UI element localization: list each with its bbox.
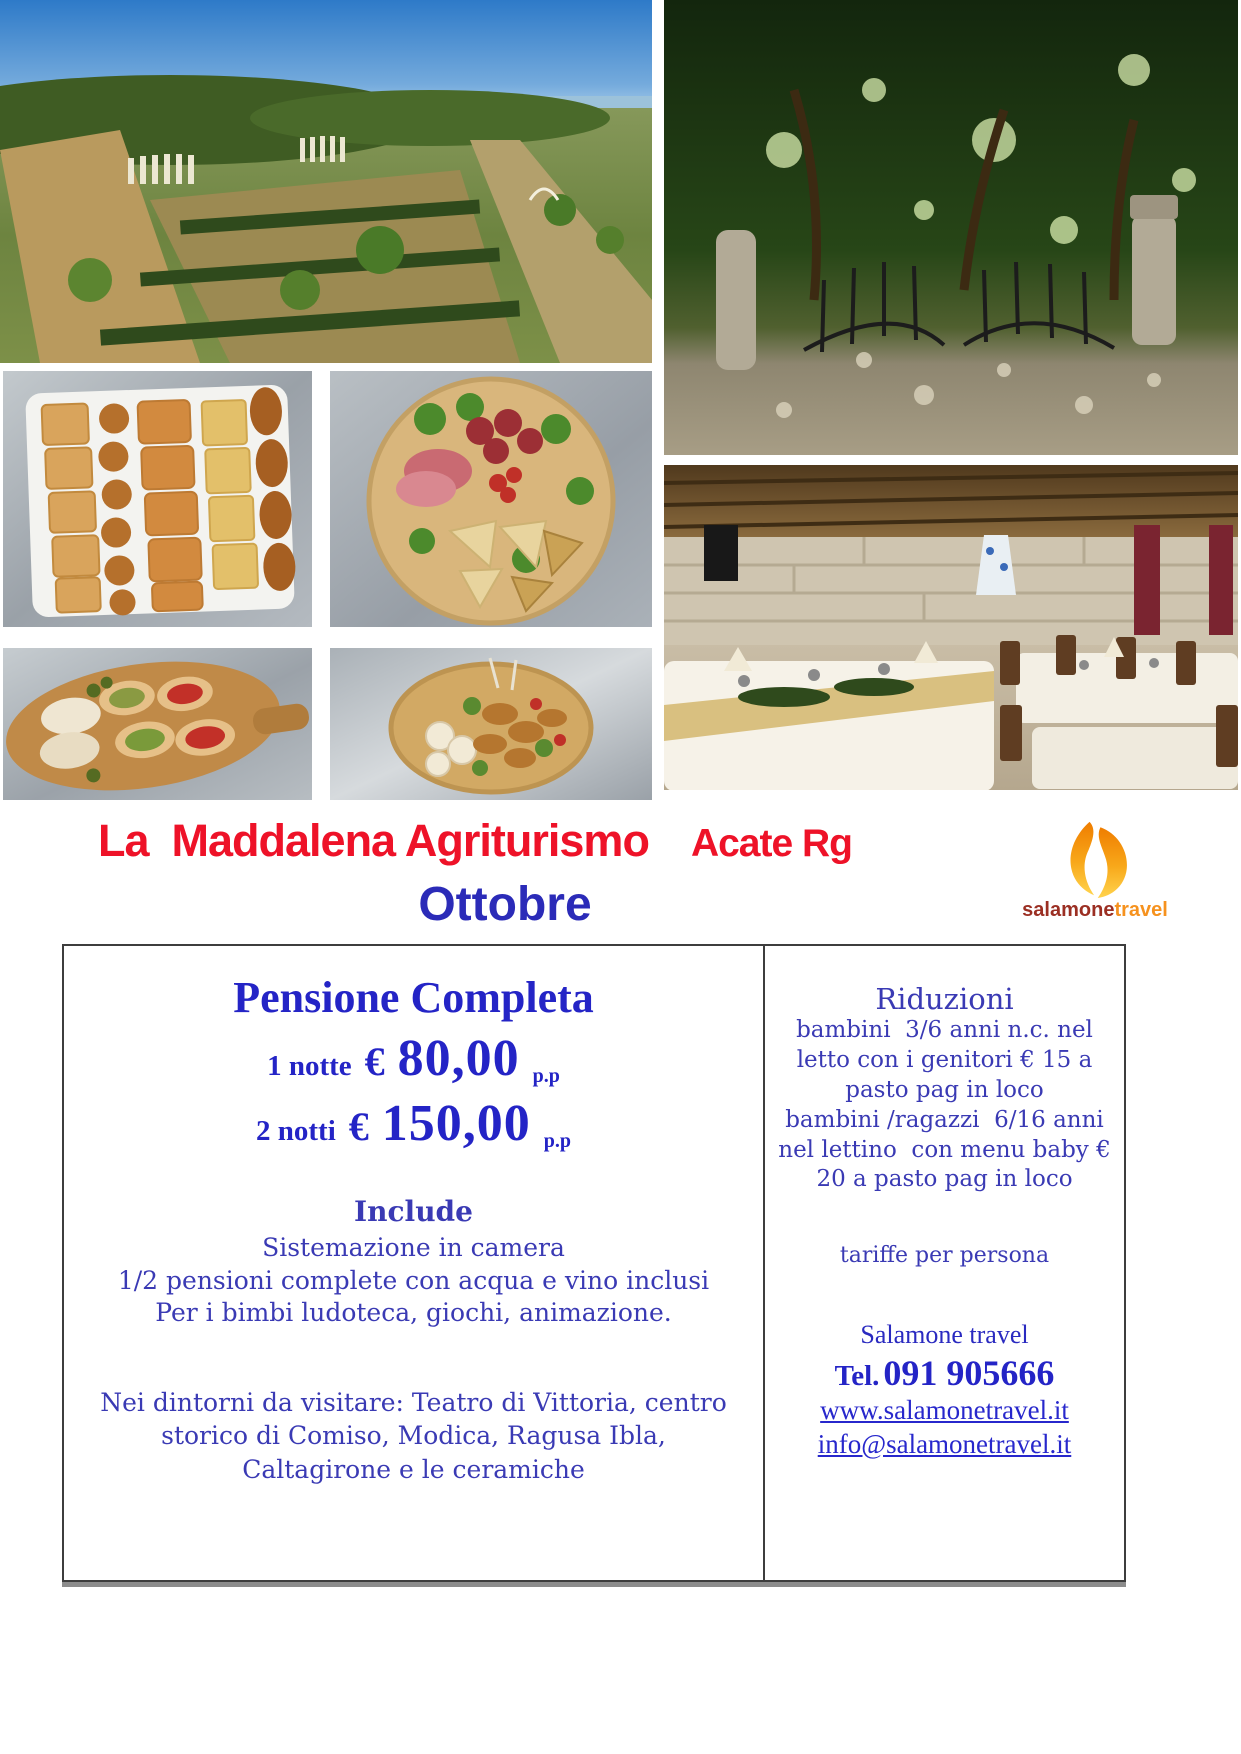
include-heading: Include [354, 1195, 473, 1228]
rate-suffix: p.p [532, 1065, 560, 1087]
brand-logo-icon [1049, 820, 1141, 898]
pricing-heading: Pensione Completa [233, 973, 594, 1022]
photo-bruschetta-board [3, 648, 312, 800]
euro-symbol: € [364, 1039, 385, 1084]
rate-line-1-night [64, 1029, 763, 1088]
per-person-note: tariffe per persona [839, 1243, 1050, 1269]
phone-label: Tel. [834, 1360, 880, 1393]
photo-platter-art [330, 648, 652, 800]
agency-name: Salamone travel [860, 1320, 1029, 1350]
pricing-column [64, 946, 763, 1580]
email-link[interactable]: info@salamonetravel.it [817, 1429, 1072, 1460]
month-subtitle: Ottobre [418, 878, 592, 931]
rate-prefix: 1 notte [267, 1050, 352, 1082]
photo-fried-platter [330, 648, 652, 800]
page-title-location: Acate Rg [690, 822, 852, 865]
photo-banquet-hall [664, 465, 1238, 790]
include-line: 1/2 pensioni complete con acqua e vino inclusi [117, 1265, 710, 1295]
phone-line [777, 1352, 1112, 1394]
photo-antipasti-tray [3, 371, 312, 627]
photo-garden-path [664, 0, 1238, 455]
euro-symbol: € [348, 1104, 369, 1149]
reductions-column [763, 946, 1124, 1580]
brand-logo [1015, 820, 1175, 920]
reduction-line: bambini /ragazzi 6/16 anni nel lettino con menu baby € 20 a pasto pag in loco [778, 1106, 1119, 1193]
include-line: Per i bimbi ludoteca, giochi, animazione. [155, 1298, 672, 1327]
phone-number: 091 905666 [883, 1353, 1055, 1394]
photo-banquet-art [664, 465, 1238, 790]
photo-garden-art [664, 0, 1238, 455]
photo-bruschetta-art [3, 648, 312, 800]
rate-amount: 150,00 [381, 1095, 531, 1152]
rate-suffix: p.p [543, 1130, 571, 1152]
brand-name-first: salamone [1022, 899, 1115, 921]
photo-aerial-estate [0, 0, 652, 363]
rate-amount: 80,00 [397, 1030, 520, 1087]
photo-coldcuts-art [330, 371, 652, 627]
pricing-box [62, 944, 1126, 1582]
reductions-heading: Riduzioni [875, 982, 1014, 1016]
title-row [98, 815, 978, 867]
brand-name-second: travel [1114, 899, 1168, 921]
brand-logo-text [1015, 900, 1175, 920]
surroundings-note: Nei dintorni da visitare: Teatro di Vittoria, centro storico di Comiso, Modica, Ragusa Ibla, Caltagirone e le ceramiche [100, 1387, 727, 1484]
photo-aerial-art [0, 0, 652, 363]
website-link[interactable]: www.salamonetravel.it [820, 1395, 1069, 1426]
photo-antipasti-art [3, 371, 312, 627]
reduction-line: bambini 3/6 anni n.c. nel letto con i genitori € 15 a pasto pag in loco [796, 1017, 1101, 1103]
include-line: Sistemazione in camera [262, 1233, 565, 1262]
rate-line-2-nights [64, 1094, 763, 1153]
page-title: La Maddalena Agriturismo [98, 815, 649, 866]
photo-coldcuts-platter [330, 371, 652, 627]
rate-prefix: 2 notti [256, 1115, 336, 1147]
